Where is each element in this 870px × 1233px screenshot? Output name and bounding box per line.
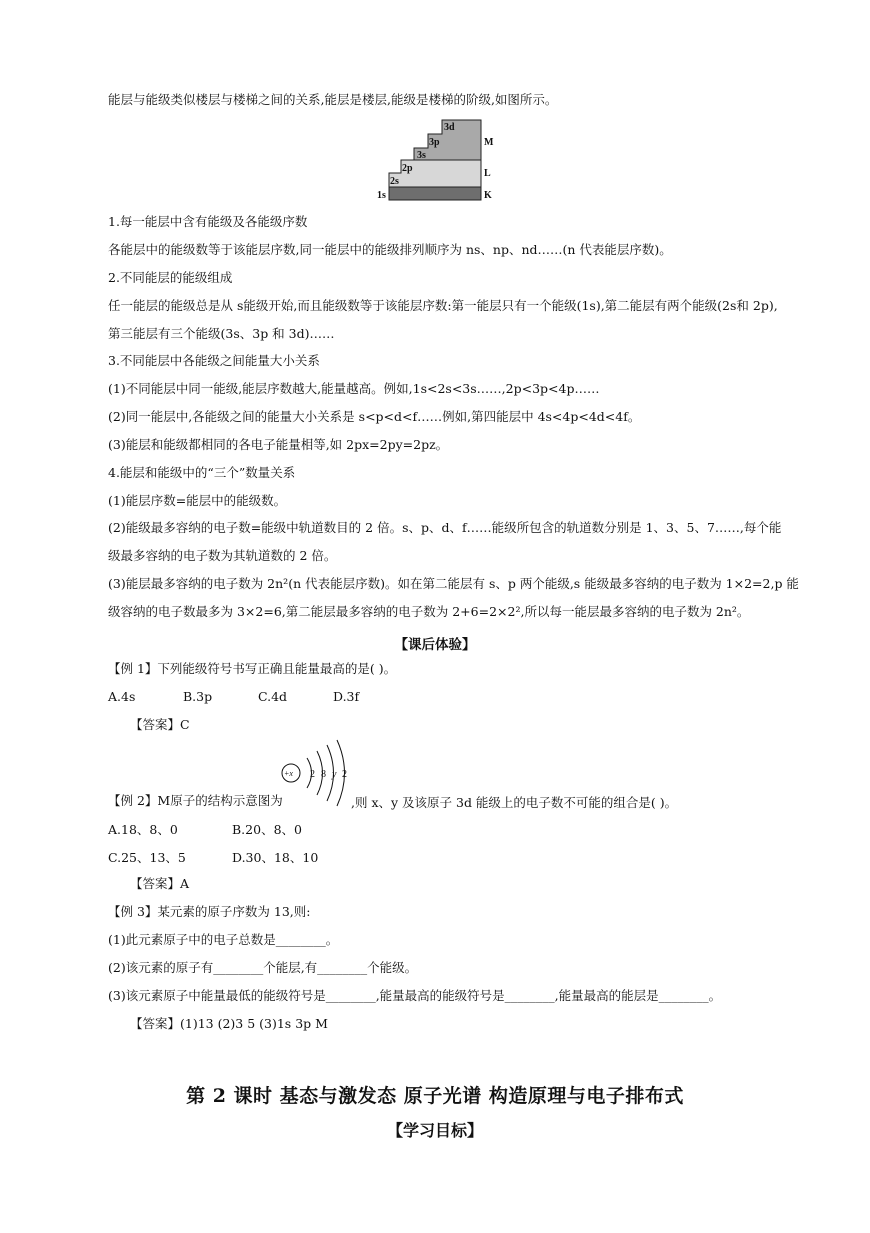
lesson-title: 第 2 课时 基态与激发态 原子光谱 构造原理与电子排布式: [186, 1085, 684, 1107]
p3-line1: (1)不同能层中同一能级,能层序数越大,能量越高。例如,1s<2s<3s……,2p<3p<4p……: [108, 381, 600, 396]
section-heading: 【课后体验】: [394, 637, 476, 653]
step-label-3d: 3d: [444, 122, 455, 133]
shell-label-k: K: [484, 190, 492, 201]
example3-line1: (1)此元素原子中的电子总数是________。: [108, 932, 339, 947]
example1-option-d: D.3f: [333, 689, 360, 704]
step-label-3s: 3s: [417, 150, 426, 161]
p4-line3b: 级容纳的电子数最多为 3×2=6,第二能层最多容纳的电子数为 2+6=2×2²,所以每一能层最多容纳的电子数为 2n²。: [108, 604, 750, 619]
example3-line3: (3)该元素原子中能量最低的能级符号是________,能量最高的能级符号是________,能量最高的能层是________。: [108, 988, 722, 1003]
nucleus-charge: +x: [284, 769, 293, 778]
example3-question: 【例 3】某元素的原子序数为 13,则:: [108, 904, 311, 919]
p3-heading: 3.不同能层中各能级之间能量大小关系: [108, 353, 320, 368]
p4-line2a: (2)能级最多容纳的电子数=能级中轨道数目的 2 倍。s、p、d、f……能级所包含的轨道数分别是 1、3、5、7……,每个能: [108, 520, 782, 535]
example1-question: 【例 1】下列能级符号书写正确且能量最高的是( )。: [108, 661, 397, 676]
p2-body-line1: 任一能层的能级总是从 s能级开始,而且能级数等于该能层序数:第一能层只有一个能级(1s),第二能层有两个能级(2s和 2p),: [108, 298, 778, 313]
step-label-2s: 2s: [390, 176, 399, 187]
example1-option-c: C.4d: [258, 689, 288, 704]
example2-question-start: 【例 2】M原子的结构示意图为: [108, 793, 283, 808]
shell-label-l: L: [484, 168, 491, 179]
example2-option-b: B.20、8、0: [232, 822, 302, 837]
p4-heading: 4.能层和能级中的“三个”数量关系: [108, 465, 296, 480]
step-label-1s: 1s: [377, 190, 386, 201]
example1-option-a: A.4s: [108, 689, 136, 704]
learning-goals-heading: 【学习目标】: [386, 1121, 483, 1140]
shell-label-m: M: [484, 137, 494, 148]
p2-heading: 2.不同能层的能级组成: [108, 270, 233, 285]
energy-level-staircase-figure: [372, 113, 502, 203]
p1-heading: 1.每一能层中含有能级及各能级序数: [108, 214, 308, 229]
shell-count-1: 2: [310, 769, 315, 780]
p4-line1: (1)能层序数=能层中的能级数。: [108, 493, 287, 508]
p1-body: 各能层中的能级数等于该能层序数,同一能层中的能级排列顺序为 ns、np、nd……(n 代表能层序数)。: [108, 242, 672, 257]
step-label-3p: 3p: [429, 137, 440, 148]
p3-line2: (2)同一能层中,各能级之间的能量大小关系是 s<p<d<f……例如,第四能层中 4s<4p<4d<4f。: [108, 409, 641, 424]
shell-count-2: 8: [321, 769, 326, 780]
shell-count-3: y: [332, 769, 337, 780]
example2-answer: 【答案】A: [130, 876, 190, 891]
example2-option-d: D.30、18、10: [232, 850, 319, 865]
example1-answer: 【答案】C: [130, 717, 190, 732]
example3-answer: 【答案】(1)13 (2)3 5 (3)1s 3p M: [130, 1016, 328, 1031]
shell-k-bar: [389, 187, 481, 200]
step-label-2p: 2p: [402, 163, 413, 174]
example1-option-b: B.3p: [183, 689, 213, 704]
p4-line2b: 级最多容纳的电子数为其轨道数的 2 倍。: [108, 548, 337, 563]
example2-question-end: ,则 x、y 及该原子 3d 能级上的电子数不可能的组合是( )。: [351, 795, 678, 810]
shell-count-4: 2: [342, 769, 347, 780]
atom-structure-diagram: [280, 738, 352, 808]
p4-line3a: (3)能层最多容纳的电子数为 2n²(n 代表能层序数)。如在第二能层有 s、p 两个能级,s 能级最多容纳的电子数为 1×2=2,p 能: [108, 576, 799, 591]
example2-option-c: C.25、13、5: [108, 850, 186, 865]
example2-option-a: A.18、8、0: [108, 822, 178, 837]
intro-text: 能层与能级类似楼层与楼梯之间的关系,能层是楼层,能级是楼梯的阶级,如图所示。: [108, 92, 558, 107]
p2-body-line2: 第三能层有三个能级(3s、3p 和 3d)……: [108, 326, 335, 341]
example3-line2: (2)该元素的原子有________个能层,有________个能级。: [108, 960, 418, 975]
p3-line3: (3)能层和能级都相同的各电子能量相等,如 2px=2py=2pz。: [108, 437, 449, 452]
